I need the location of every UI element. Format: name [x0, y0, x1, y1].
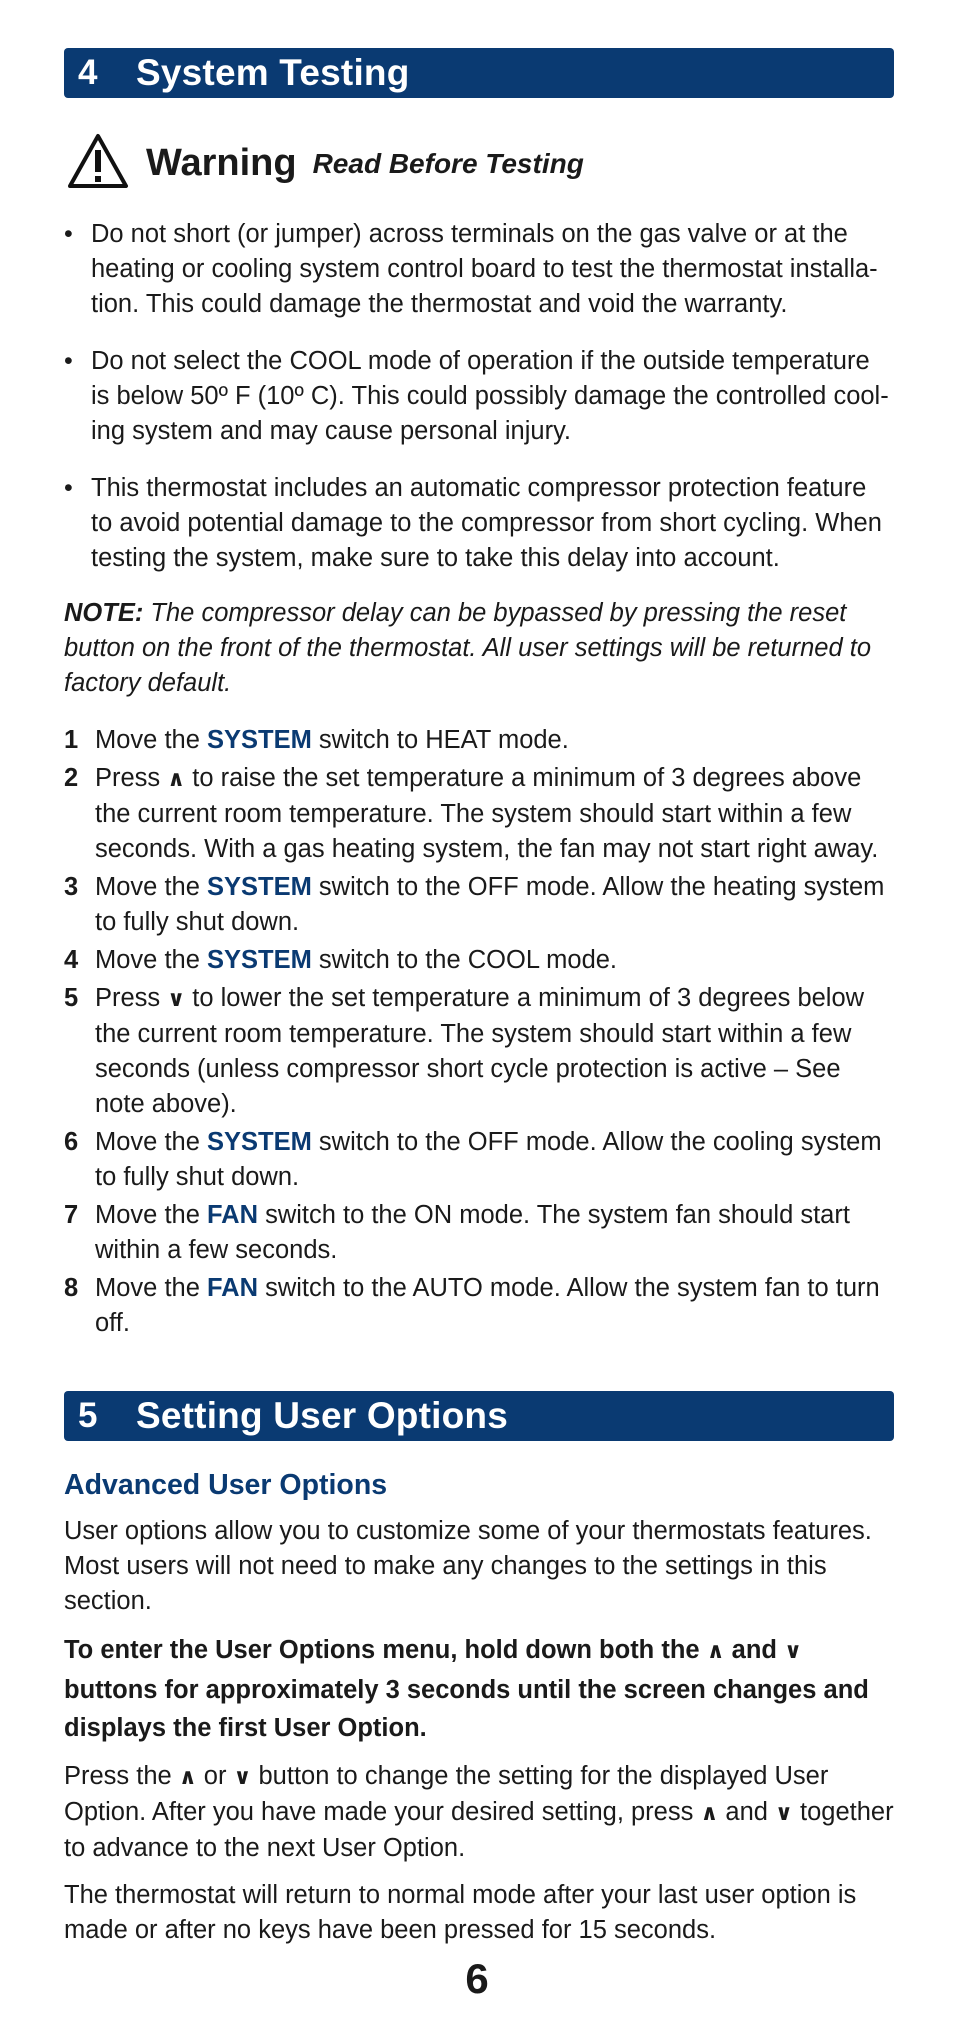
- step-text: Move the SYSTEM switch to the OFF mode. Allow the cooling system to fully shut down.: [95, 1128, 882, 1191]
- step-text: Move the SYSTEM switch to the OFF mode. Allow the heating system to fully shut down.: [95, 873, 885, 936]
- manual-page: [64, 48, 894, 1948]
- down-arrow-icon: ∨: [233, 1765, 252, 1790]
- step-number: 6: [64, 1128, 79, 1156]
- step-text: Move the SYSTEM switch to HEAT mode.: [95, 726, 569, 754]
- step-item: [64, 1125, 894, 1195]
- compressor-note: [64, 596, 894, 701]
- warning-item: • Do not short (or jumper) across terminals on the gas valve or at the heating or cooling system control board to test the thermostat installa-tion. This could damage the thermostat and void the warranty.: [64, 217, 894, 322]
- step-item: [64, 943, 894, 978]
- section-5-header: [64, 1391, 894, 1441]
- intro-paragraph: User options allow you to customize some of your thermostats features. Most users will not need to make any changes to the settings in this section.: [64, 1517, 872, 1615]
- down-arrow-icon: ∨: [775, 1801, 793, 1826]
- up-arrow-icon: ∧: [700, 1801, 719, 1826]
- change-setting-instructions: Press the ∧ or ∨ button to change the setting for the displayed User Option. After you have made your desired setting, press ∧ and ∨ together to advance to the next User Option.: [64, 1762, 894, 1862]
- section-4-header: [64, 48, 894, 98]
- step-item: [64, 981, 894, 1122]
- system-keyword: SYSTEM: [206, 726, 312, 754]
- system-keyword: SYSTEM: [206, 946, 312, 974]
- step-text: Move the FAN switch to the ON mode. The system fan should start within a few seconds.: [95, 1201, 850, 1264]
- step-text: Press ∧ to raise the set temperature a minimum of 3 degrees above the current room temperature. The system should start within a few seconds. With a gas heating system, the fan may not start right away.: [95, 764, 879, 863]
- step-text: Press ∨ to lower the set temperature a minimum of 3 degrees below the current room temperature. The system should start within a few seconds (unless compressor short cycle protection is active – See note above).: [95, 984, 865, 1118]
- step-item: [64, 1271, 894, 1341]
- section-4-title: System Testing: [136, 52, 410, 93]
- return-paragraph: The thermostat will return to normal mode after your last user option is made or after no keys have been pressed for 15 seconds.: [64, 1881, 857, 1944]
- step-item: [64, 761, 894, 867]
- page-number: 6: [465, 1955, 489, 2002]
- advanced-options-heading: Advanced User Options: [64, 1469, 388, 1501]
- warning-heading: [66, 132, 894, 195]
- warning-title: Warning: [146, 142, 297, 184]
- step-number: 1: [64, 726, 79, 754]
- note-text: The compressor delay can be bypassed by pressing the reset button on the front of the thermostat. All user settings will be returned to factory default.: [64, 599, 871, 697]
- up-arrow-icon: ∧: [706, 1639, 725, 1664]
- step-item: [64, 723, 894, 758]
- step-number: 8: [64, 1274, 79, 1302]
- warning-list: [64, 217, 894, 576]
- step-number: 7: [64, 1201, 79, 1229]
- step-text: Move the SYSTEM switch to the COOL mode.: [95, 946, 618, 974]
- up-arrow-icon: ∧: [178, 1765, 197, 1790]
- step-number: 3: [64, 873, 79, 901]
- step-text: Move the FAN switch to the AUTO mode. Allow the system fan to turn off.: [95, 1274, 880, 1337]
- step-item: [64, 870, 894, 940]
- step-number: 5: [64, 984, 79, 1012]
- down-arrow-icon: ∨: [784, 1639, 802, 1664]
- section-5-title: Setting User Options: [136, 1395, 508, 1436]
- step-number: 2: [64, 764, 79, 792]
- warning-triangle-icon: [66, 132, 130, 195]
- section-5-number: 5: [78, 1396, 98, 1435]
- warning-item: • This thermostat includes an automatic compressor protection feature to avoid potential damage to the compressor from short cycling. When testing the system, make sure to take this delay into account.: [64, 471, 894, 576]
- test-steps: [64, 723, 894, 1341]
- warning-item: • Do not select the COOL mode of operation if the outside temperature is below 50º F (10º C). This could possibly damage the controlled cool-ing system and may cause personal injury.: [64, 344, 894, 449]
- step-item: [64, 1198, 894, 1268]
- fan-keyword: FAN: [206, 1201, 258, 1229]
- up-arrow-icon: ∧: [167, 767, 186, 792]
- step-number: 4: [64, 946, 79, 974]
- down-arrow-icon: ∨: [167, 987, 186, 1012]
- system-keyword: SYSTEM: [206, 873, 312, 901]
- system-keyword: SYSTEM: [206, 1128, 312, 1156]
- fan-keyword: FAN: [206, 1274, 258, 1302]
- warning-subtitle: Read Before Testing: [312, 147, 584, 179]
- section-4-number: 4: [78, 53, 98, 92]
- enter-menu-instructions: To enter the User Options menu, hold down both the ∧ and ∨ buttons for approximately 3 seconds until the screen changes and displays the first User Option.: [64, 1636, 869, 1742]
- note-label: NOTE:: [64, 599, 144, 627]
